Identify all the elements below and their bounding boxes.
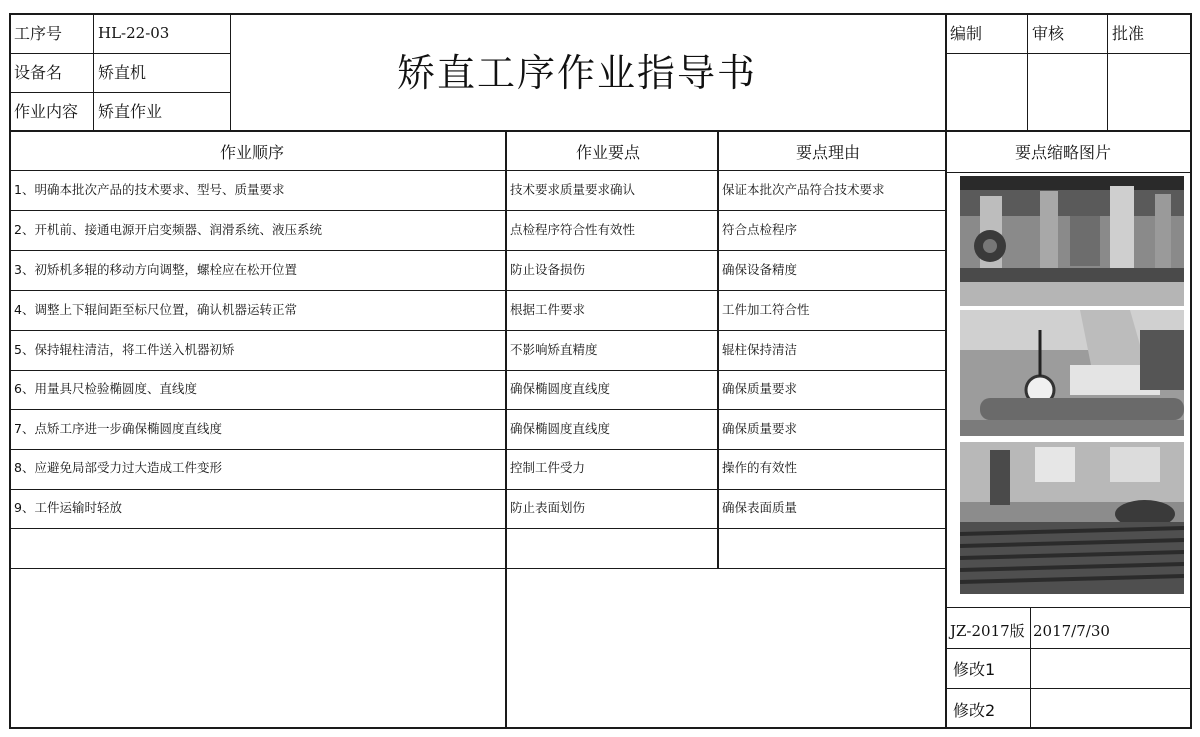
approved-label: 批准 [1112, 24, 1145, 43]
reviewed-label: 审核 [1032, 24, 1065, 43]
approval-vline-1 [1027, 13, 1028, 131]
colhdr-bottom-line-right [945, 172, 1192, 173]
key-point-cell: 防止表面划伤 [510, 500, 586, 515]
hdr-vline-2 [230, 13, 231, 131]
row-line-6 [9, 409, 947, 410]
col-vline-1 [505, 131, 507, 729]
header-bottom-line [9, 130, 1192, 132]
hdr-vline-1 [93, 13, 94, 131]
row-line-2 [9, 250, 947, 251]
hdr-hline-2 [9, 92, 231, 93]
finished-pipes-stack-photo [960, 442, 1184, 594]
border-top [9, 13, 1192, 15]
row-line-10 [9, 568, 947, 569]
process-no-value: HL-22-03 [98, 24, 170, 42]
key-point-cell: 根据工件要求 [510, 302, 586, 317]
sequence-cell: 7、点矫工序进一步确保椭圆度直线度 [14, 421, 222, 436]
sequence-cell: 6、用量具尺检验椭圆度、直线度 [14, 381, 197, 396]
reason-cell: 辊柱保持清洁 [722, 342, 798, 357]
approval-vline-2 [1107, 13, 1108, 131]
footer-hline-2 [945, 688, 1192, 689]
key-point-cell: 控制工件受力 [510, 460, 586, 475]
border-bottom [9, 727, 1192, 729]
col-header-key-points: 作业要点 [576, 143, 641, 162]
reason-cell: 确保质量要求 [722, 381, 798, 396]
equipment-label: 设备名 [14, 63, 63, 82]
col-header-sequence: 作业顺序 [220, 143, 285, 162]
dial-gauge-measurement-photo [960, 310, 1184, 436]
sequence-cell: 4、调整上下辊间距至标尺位置，确认机器运转正常 [14, 302, 297, 317]
sequence-cell: 5、保持辊柱清洁，将工件送入机器初矫 [14, 342, 235, 357]
sequence-cell: 9、工件运输时轻放 [14, 500, 122, 515]
key-point-cell: 防止设备损伤 [510, 262, 586, 277]
machine-photo-svg [960, 176, 1184, 306]
revision-2-label: 修改2 [953, 701, 996, 720]
border-left [9, 13, 11, 729]
document-title: 矫直工序作业指导书 [397, 51, 758, 95]
sequence-cell: 2、开机前、接通电源开启变频器、润滑系统、液压系统 [14, 222, 322, 237]
sequence-cell: 3、初矫机多辊的移动方向调整，螺栓应在松开位置 [14, 262, 297, 277]
col-header-reasons: 要点理由 [796, 143, 861, 162]
equipment-value: 矫直机 [98, 63, 147, 82]
col-header-pictures: 要点缩略图片 [1015, 143, 1112, 162]
reason-cell: 保证本批次产品符合技术要求 [722, 182, 885, 197]
process-no-label: 工序号 [14, 24, 63, 43]
row-line-8 [9, 489, 947, 490]
straightening-machine-rollers-photo [960, 176, 1184, 306]
row-line-9 [9, 528, 947, 529]
compiled-label: 编制 [950, 24, 983, 43]
revision-1-label: 修改1 [953, 660, 996, 679]
reason-cell: 确保表面质量 [722, 500, 798, 515]
sequence-cell: 8、应避免局部受力过大造成工件变形 [14, 460, 222, 475]
key-point-cell: 技术要求质量要求确认 [510, 182, 636, 197]
reason-cell: 确保质量要求 [722, 421, 798, 436]
sequence-cell: 1、明确本批次产品的技术要求、型号、质量要求 [14, 182, 285, 197]
hdr-hline-1 [9, 53, 231, 54]
row-line-3 [9, 290, 947, 291]
footer-hline-1 [945, 648, 1192, 649]
pipes-photo-svg [960, 442, 1184, 594]
colhdr-bottom-line [9, 170, 947, 171]
content-label: 作业内容 [14, 102, 79, 121]
version-label: JZ-2017版 [950, 622, 1025, 640]
footer-vline [1030, 607, 1031, 729]
col-vline-2 [717, 131, 719, 569]
row-line-1 [9, 210, 947, 211]
row-line-5 [9, 370, 947, 371]
row-line-4 [9, 330, 947, 331]
approval-vline-0 [945, 13, 947, 729]
version-date: 2017/7/30 [1033, 622, 1110, 640]
reason-cell: 工件加工符合性 [722, 302, 810, 317]
content-value: 矫直作业 [98, 102, 163, 121]
key-point-cell: 点检程序符合性有效性 [510, 222, 636, 237]
gauge-photo-svg [960, 310, 1184, 436]
border-right [1190, 13, 1192, 729]
reason-cell: 操作的有效性 [722, 460, 798, 475]
key-point-cell: 确保椭圆度直线度 [510, 421, 611, 436]
key-point-cell: 不影响矫直精度 [510, 342, 598, 357]
footer-hline-0 [945, 607, 1192, 608]
approval-hline [945, 53, 1192, 54]
row-line-7 [9, 449, 947, 450]
reason-cell: 确保设备精度 [722, 262, 798, 277]
reason-cell: 符合点检程序 [722, 222, 798, 237]
key-point-cell: 确保椭圆度直线度 [510, 381, 611, 396]
